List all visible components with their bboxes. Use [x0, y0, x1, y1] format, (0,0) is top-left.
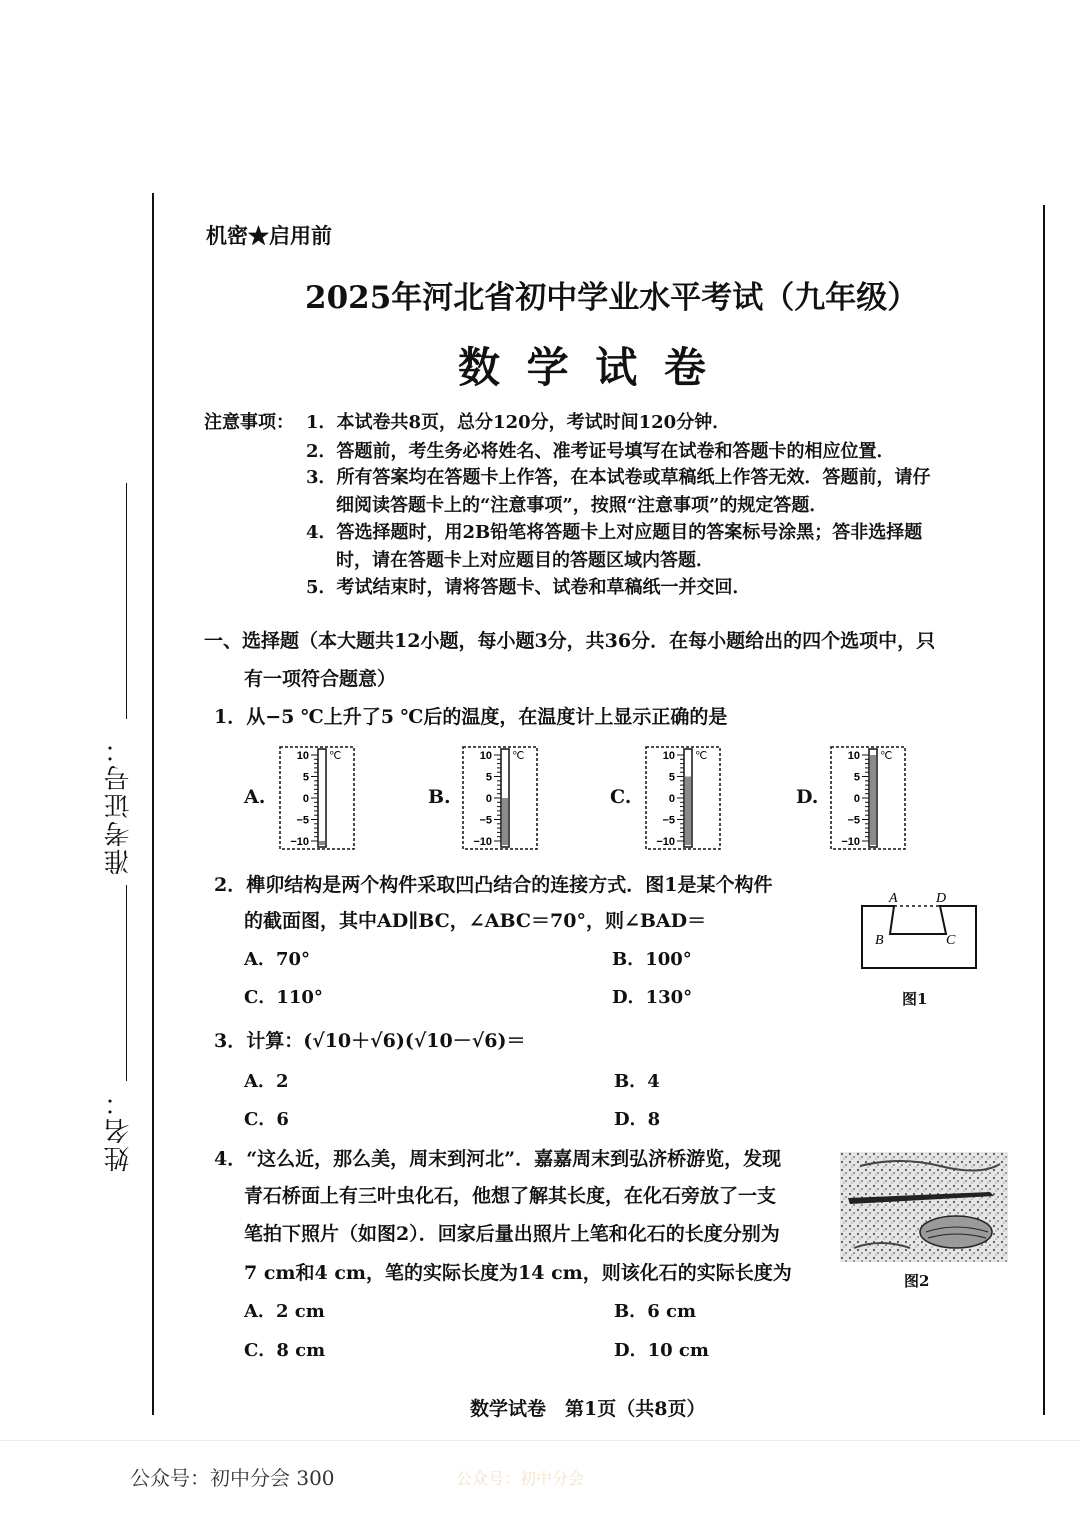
footer-separator [0, 1440, 1080, 1441]
name-label: 姓名： [104, 1088, 134, 1172]
question-4-cont-2: 笔拍下照片（如图2）．回家后量出照片上笔和化石的长度分别为 [244, 1223, 780, 1245]
thermo-unit: ℃ [329, 750, 342, 762]
thermo-scale-label: 10 [847, 750, 860, 762]
q2-option-c: C．110° [244, 987, 323, 1008]
name-blank [126, 885, 127, 1081]
thermo-scale-label: −10 [473, 836, 492, 848]
question-2-cont: 的截面图，其中AD∥BC，∠ABC＝70°，则∠BAD＝ [244, 910, 707, 932]
q3-option-a: A．2 [244, 1071, 289, 1092]
fig1-label-a: A [889, 891, 898, 906]
right-border-line [1043, 205, 1045, 1415]
figure-2-caption: 图2 [904, 1272, 930, 1290]
exam-title: 2025年河北省初中学业水平考试（九年级） [305, 280, 919, 316]
ticket-number-blank [126, 483, 127, 719]
q4-option-d: D．10 cm [614, 1340, 709, 1361]
secret-mark: 机密★启用前 [206, 223, 332, 248]
thermo-scale-label: −10 [290, 836, 309, 848]
left-border-line [152, 193, 154, 1415]
notice-label: 注意事项： [204, 412, 294, 433]
thermo-scale-label: 5 [668, 771, 675, 784]
thermo-scale-label: −5 [479, 814, 492, 827]
notice-item-3: 3．所有答案均在答题卡上作答，在本试卷或草稿纸上作答无效．答题前，请仔 [306, 467, 931, 488]
thermo-scale-label: 5 [302, 771, 309, 784]
thermo-unit: ℃ [880, 750, 893, 762]
fig1-label-b: B [875, 933, 884, 948]
fig1-label-c: C [946, 933, 956, 948]
q1-option-b-label: B. [428, 786, 451, 808]
figure-2-photo [840, 1152, 1008, 1262]
figure-1-caption: 图1 [902, 990, 928, 1008]
q1-option-d-label: D. [796, 786, 819, 808]
question-4-cont-1: 青石桥面上有三叶虫化石，他想了解其长度，在化石旁放了一支 [244, 1185, 777, 1207]
page-footer: 数学试卷 第1页（共8页） [470, 1398, 706, 1420]
thermo-scale-label: −5 [847, 814, 860, 827]
thermo-scale-label: 0 [853, 793, 860, 805]
q3-option-c: C．6 [244, 1109, 289, 1130]
thermo-scale-label: 5 [485, 771, 492, 784]
thermo-scale-label: 0 [668, 793, 675, 805]
thermo-unit: ℃ [695, 750, 708, 762]
thermo-scale-label: −10 [841, 836, 860, 848]
thermo-scale-label: 0 [485, 793, 492, 805]
q1-option-a-label: A. [244, 786, 266, 808]
wechat-watermark-faint: 公众号：初中分会 [456, 1469, 585, 1488]
section-heading: 一、选择题（本大题共12小题，每小题3分，共36分．在每小题给出的四个选项中，只 [204, 630, 936, 652]
notice-item-4: 4．答选择题时，用2B铅笔将答题卡上对应题目的答案标号涂黑；答非选择题 [306, 522, 923, 543]
figure-1-diagram [858, 886, 982, 972]
thermo-scale-label: 10 [296, 750, 309, 762]
thermo-scale-label: 5 [853, 771, 860, 784]
thermo-liquid [319, 841, 325, 845]
thermo-tube [318, 749, 326, 847]
thermometer-a [278, 745, 356, 851]
thermo-scale-label: −5 [662, 814, 675, 827]
subject-title: 数 学 试 卷 [458, 343, 712, 392]
question-4-cont-3: 7 cm和4 cm，笔的实际长度为14 cm，则该化石的实际长度为 [244, 1262, 792, 1284]
q1-option-c-label: C. [610, 786, 632, 808]
q2-option-d: D．130° [612, 987, 693, 1008]
notice-item-3-cont: 细阅读答题卡上的“注意事项”，按照“注意事项”的规定答题． [336, 495, 828, 516]
notice-item-1: 1．本试卷共8页，总分120分，考试时间120分钟． [306, 412, 731, 433]
fig1-label-d: D [936, 891, 947, 906]
q4-option-b: B．6 cm [614, 1301, 697, 1322]
fig2-fossil [920, 1216, 992, 1248]
thermo-liquid [685, 777, 691, 846]
question-3: 3．计算：(√10＋√6)(√10－√6)＝ [214, 1030, 526, 1052]
thermo-scale-label: 10 [479, 750, 492, 762]
q4-option-c: C．8 cm [244, 1340, 326, 1361]
question-1: 1．从−5 ℃上升了5 ℃后的温度，在温度计上显示正确的是 [214, 706, 728, 728]
thermo-unit: ℃ [512, 750, 525, 762]
q4-option-a: A．2 cm [244, 1301, 325, 1322]
question-2: 2．榫卯结构是两个构件采取凹凸结合的连接方式．图1是某个构件 [214, 874, 773, 896]
thermo-scale-label: 0 [302, 793, 309, 805]
question-4: 4．“这么近，那么美，周末到河北”．嘉嘉周末到弘济桥游览，发现 [214, 1148, 782, 1170]
thermo-scale-label: −10 [656, 836, 675, 848]
thermo-scale-label: 10 [662, 750, 675, 762]
notice-item-2: 2．答题前，考生务必将姓名、准考证号填写在试卷和答题卡的相应位置． [306, 441, 895, 462]
section-heading-cont: 有一项符合题意） [244, 668, 397, 690]
thermo-scale-label: −5 [296, 814, 309, 827]
q2-option-b: B．100° [612, 949, 692, 970]
thermometer-d [829, 745, 907, 851]
notice-item-4-cont: 时，请在答题卡上对应题目的答题区域内答题． [336, 550, 714, 571]
thermo-liquid [870, 755, 876, 845]
q3-option-b: B．4 [614, 1071, 660, 1092]
thermometer-b [461, 745, 539, 851]
notice-item-5: 5．考试结束时，请将答题卡、试卷和草稿纸一并交回． [306, 577, 751, 598]
thermometer-c [644, 745, 722, 851]
ticket-number-label: 准考证号： [104, 735, 134, 875]
q2-option-a: A．70° [244, 949, 311, 970]
wechat-watermark: 公众号：初中分会 300 [130, 1466, 335, 1490]
thermo-liquid [502, 798, 508, 845]
q3-option-d: D．8 [614, 1109, 661, 1130]
